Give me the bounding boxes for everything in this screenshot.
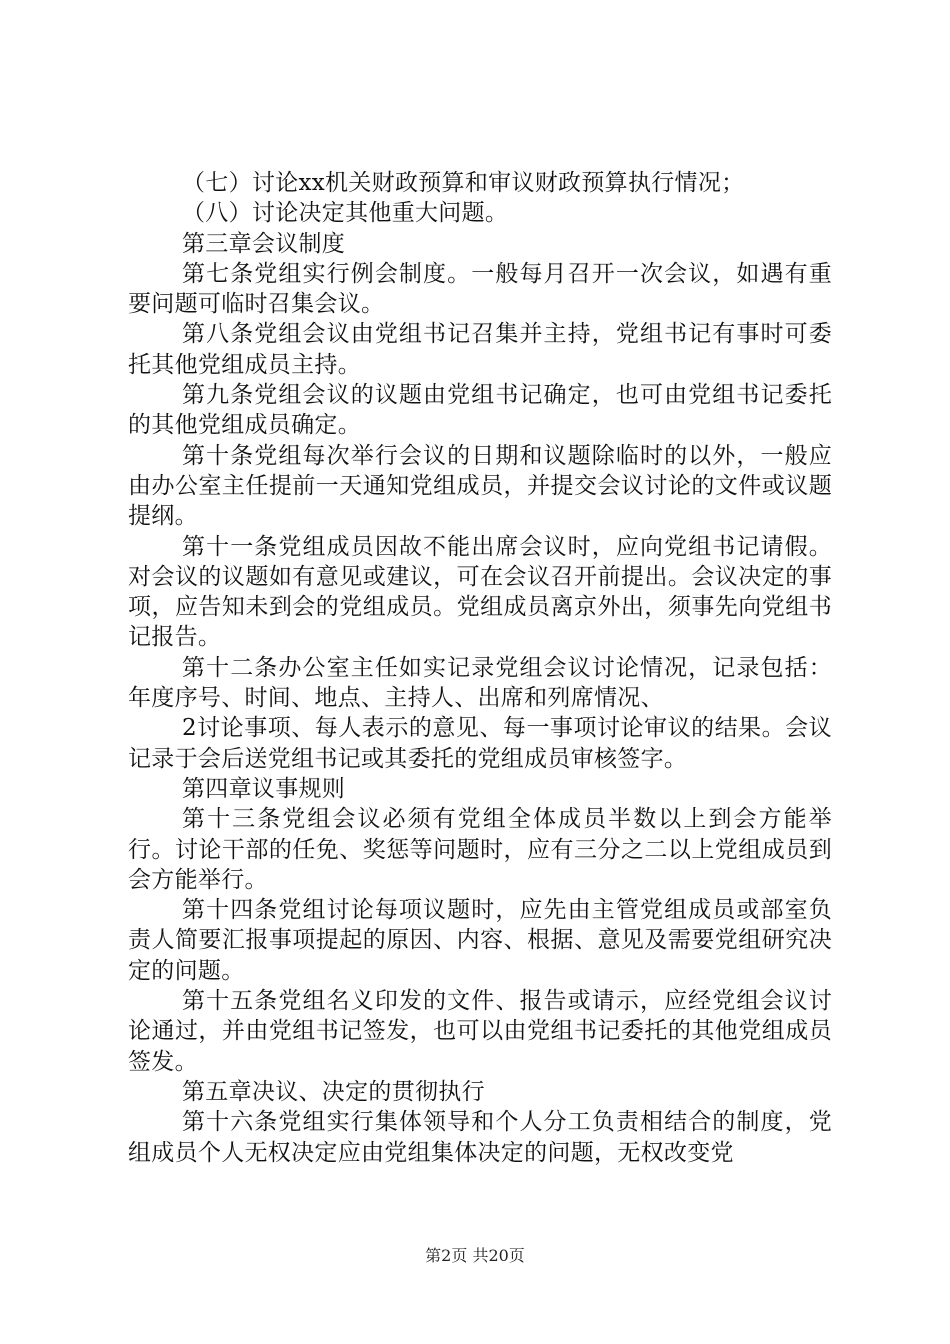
article-12: 第十二条办公室主任如实记录党组会议讨论情况，记录包括：年度序号、时间、地点、主持人、出席和列席情况、 — [128, 654, 832, 712]
list-item-eight: （八）讨论决定其他重大问题。 — [182, 200, 509, 227]
article-13: 第十三条党组会议必须有党组全体成员半数以上到会方能举行。讨论干部的任免、奖惩等问题时，应有三分之二以上党组成员到会方能举行。 — [128, 806, 832, 893]
article-16: 第十六条党组实行集体领导和个人分工负责相结合的制度，党组成员个人无权决定应由党组集体决定的问题，无权改变党 — [128, 1109, 832, 1166]
article-15: 第十五条党组名义印发的文件、报告或请示，应经党组会议讨论通过，并由党组书记签发，也可以由党组书记委托的其他党组成员签发。 — [128, 988, 832, 1075]
article-10: 第十条党组每次举行会议的日期和议题除临时的以外，一般应由办公室主任提前一天通知党组成员，并提交会议讨论的文件或议题提纲。 — [128, 442, 832, 530]
article-12-continued: 2讨论事项、每人表示的意见、每一事项讨论审议的结果。会议记录于会后送党组书记或其委托的党组成员审核签字。 — [128, 715, 832, 772]
article-7: 第七条党组实行例会制度。一般每月召开一次会议，如遇有重要问题可临时召集会议。 — [128, 260, 832, 318]
document-body — [128, 168, 832, 1168]
article-8: 第八条党组会议由党组书记召集并主持，党组书记有事时可委托其他党组成员主持。 — [128, 321, 832, 378]
chapter-heading-4: 第四章议事规则 — [182, 775, 346, 802]
page-footer: 第2页 共20页 — [425, 1246, 525, 1265]
article-9: 第九条党组会议的议题由党组书记确定，也可由党组书记委托的其他党组成员确定。 — [128, 382, 832, 439]
chapter-heading-5: 第五章决议、决定的贯彻执行 — [182, 1078, 485, 1105]
article-14: 第十四条党组讨论每项议题时，应先由主管党组成员或部室负责人简要汇报事项提起的原因、内容、根据、意见及需要党组研究决定的问题。 — [128, 897, 832, 984]
chapter-heading-3: 第三章会议制度 — [182, 230, 346, 257]
list-item-seven: （七）讨论xx机关财政预算和审议财政预算执行情况； — [182, 170, 745, 196]
article-11: 第十一条党组成员因故不能出席会议时，应向党组书记请假。对会议的议题如有意见或建议，可在会议召开前提出。会议决定的事项，应告知未到会的党组成员。党组成员离京外出，须事先向党组书记报告。 — [128, 533, 832, 651]
